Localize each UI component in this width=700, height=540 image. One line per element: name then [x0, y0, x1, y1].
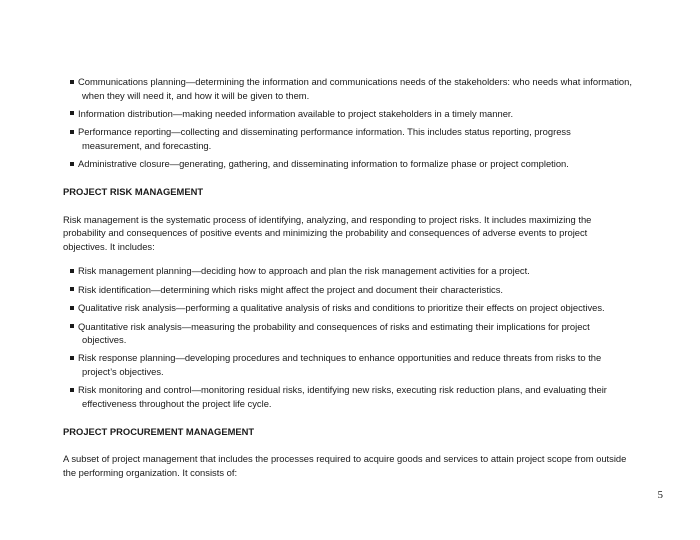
list-item-text: Qualitative risk analysis—performing a qualitative analysis of risks and conditions to prioritize their effects on project objectives.	[78, 302, 605, 314]
square-bullet-icon	[70, 324, 74, 328]
risk-list	[63, 264, 633, 410]
page-number: 5	[657, 489, 663, 501]
square-bullet-icon	[70, 356, 74, 360]
risk-intro-paragraph: Risk management is the systematic process of identifying, analyzing, and responding to project risks. It includes maximizing the probability and consequences of positive events and minimizing the probability and consequences of adverse events to project objectives. It includes:	[63, 213, 592, 252]
procurement-intro-paragraph: A subset of project management that includes the processes required to acquire goods and services to attain project scope from outside the performing organization. It consists of:	[63, 453, 627, 478]
procurement-section-heading: PROJECT PROCUREMENT MANAGEMENT	[63, 425, 255, 437]
list-item-text: Administrative closure—generating, gathering, and disseminating information to formalize phase or project completion.	[78, 158, 569, 170]
list-item-text: Risk identification—determining which risks might affect the project and document their characteristics.	[78, 283, 504, 295]
communications-list	[63, 75, 633, 171]
page-content	[63, 75, 633, 490]
square-bullet-icon	[70, 80, 74, 84]
square-bullet-icon	[70, 306, 74, 310]
list-item	[63, 283, 633, 297]
list-item-text: Risk monitoring and control—monitoring residual risks, identifying new risks, executing risk reduction plans, and evaluating their effectiveness throughout the project life cycle.	[78, 384, 607, 410]
list-item	[63, 301, 633, 315]
list-item-text: Risk response planning—developing procedures and techniques to enhance opportunities and reduce threats from risks to the project’s objectives.	[78, 352, 602, 378]
list-item	[63, 320, 633, 347]
list-item	[63, 157, 633, 171]
list-item	[63, 383, 633, 410]
square-bullet-icon	[70, 111, 74, 115]
list-item	[63, 107, 633, 121]
list-item	[63, 264, 633, 278]
square-bullet-icon	[70, 162, 74, 166]
list-item-text: Performance reporting—collecting and disseminating performance information. This includes status reporting, progress measurement, and forecasting.	[78, 126, 571, 151]
square-bullet-icon	[70, 130, 74, 134]
list-item-text: Communications planning—determining the information and communications needs of the stakeholders: who needs what information, when they will need it, and how it will be given to them.	[78, 76, 632, 101]
square-bullet-icon	[70, 287, 74, 291]
square-bullet-icon	[70, 388, 74, 392]
list-item-text: Quantitative risk analysis—measuring the probability and consequences of risks and estimating their implications for project objectives.	[78, 320, 590, 346]
risk-section-heading: PROJECT RISK MANAGEMENT	[63, 185, 204, 197]
list-item	[63, 351, 633, 378]
list-item-text: Risk management planning—deciding how to approach and plan the risk management activities for a project.	[78, 265, 530, 277]
square-bullet-icon	[70, 269, 74, 273]
list-item	[63, 125, 633, 152]
list-item-text: Information distribution—making needed information available to project stakeholders in a timely manner.	[78, 107, 514, 119]
list-item	[63, 75, 633, 102]
